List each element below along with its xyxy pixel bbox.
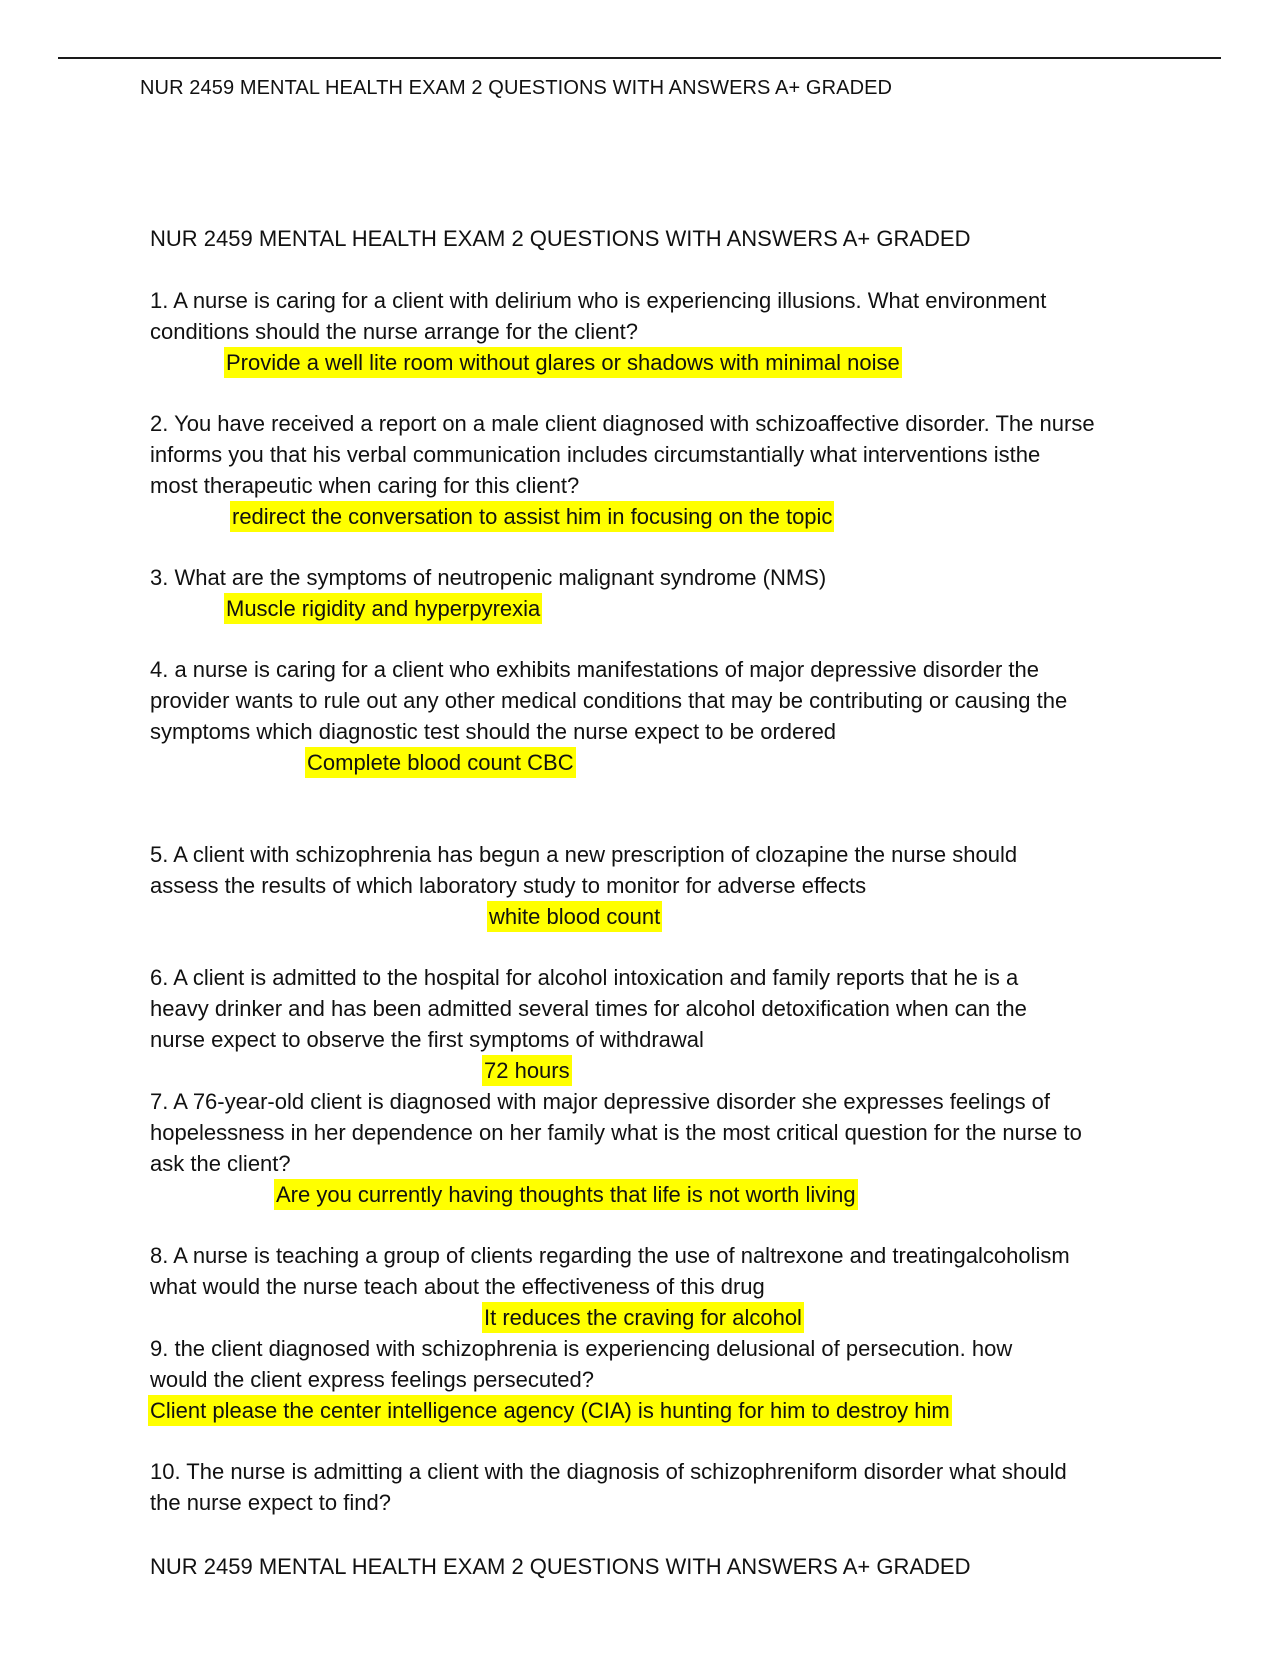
answer-8: It reduces the craving for alcohol [482, 1302, 804, 1333]
question-line: ask the client? [150, 1151, 291, 1176]
answer-4: Complete blood count CBC [305, 747, 576, 778]
question-line: 2. You have received a report on a male client diagnosed with schizoaffective disorder. The nurse [150, 411, 1095, 436]
question-2 [150, 408, 1150, 501]
question-8 [150, 1240, 1150, 1302]
question-7 [150, 1086, 1150, 1179]
question-line: assess the results of which laboratory study to monitor for adverse effects [150, 873, 867, 898]
question-line: hopelessness in her dependence on her family what is the most critical question for the nurse to [150, 1120, 1082, 1145]
question-line: 6. A client is admitted to the hospital for alcohol intoxication and family reports that he is a [150, 965, 1019, 990]
answer-5: white blood count [487, 901, 662, 932]
running-header: NUR 2459 MENTAL HEALTH EXAM 2 QUESTIONS WITH ANSWERS A+ GRADED [140, 77, 893, 99]
question-line: the nurse expect to find? [150, 1490, 391, 1515]
question-3 [150, 562, 1150, 593]
answer-2: redirect the conversation to assist him in focusing on the topic [230, 501, 834, 532]
footer-title: NUR 2459 MENTAL HEALTH EXAM 2 QUESTIONS WITH ANSWERS A+ GRADED [150, 1554, 971, 1579]
question-line: most therapeutic when caring for this client? [150, 473, 580, 498]
question-line: nurse expect to observe the first symptoms of withdrawal [150, 1027, 704, 1052]
question-9 [150, 1333, 1150, 1395]
question-line: 9. the client diagnosed with schizophrenia is experiencing delusional of persecution. how [150, 1336, 1013, 1361]
answer-7: Are you currently having thoughts that life is not worth living [274, 1179, 858, 1210]
answer-6: 72 hours [482, 1055, 572, 1086]
question-line: heavy drinker and has been admitted several times for alcohol detoxification when can the [150, 996, 1027, 1021]
question-line: conditions should the nurse arrange for the client? [150, 319, 638, 344]
question-1 [150, 285, 1150, 347]
header-rule [58, 57, 1221, 59]
question-line: provider wants to rule out any other medical conditions that may be contributing or causing the [150, 688, 1068, 713]
document-title: NUR 2459 MENTAL HEALTH EXAM 2 QUESTIONS WITH ANSWERS A+ GRADED [150, 226, 971, 251]
question-line: 3. What are the symptoms of neutropenic malignant syndrome (NMS) [150, 565, 827, 590]
question-5 [150, 839, 1150, 901]
answer-1: Provide a well lite room without glares or shadows with minimal noise [224, 347, 902, 378]
question-line: 1. A nurse is caring for a client with delirium who is experiencing illusions. What environment [150, 288, 1047, 313]
question-line: informs you that his verbal communication includes circumstantially what interventions isthe [150, 442, 1041, 467]
question-line: 10. The nurse is admitting a client with the diagnosis of schizophreniform disorder what should [150, 1459, 1067, 1484]
question-10 [150, 1456, 1150, 1518]
question-line: 7. A 76-year-old client is diagnosed with major depressive disorder she expresses feelings of [150, 1089, 1051, 1114]
question-line: 4. a nurse is caring for a client who exhibits manifestations of major depressive disorder the [150, 657, 1039, 682]
answer-9: Client please the center intelligence agency (CIA) is hunting for him to destroy him [148, 1395, 952, 1426]
question-line: 5. A client with schizophrenia has begun a new prescription of clozapine the nurse should [150, 842, 1018, 867]
question-6 [150, 962, 1150, 1055]
question-line: 8. A nurse is teaching a group of clients regarding the use of naltrexone and treatingalcoholism [150, 1243, 1070, 1268]
answer-3: Muscle rigidity and hyperpyrexia [224, 593, 542, 624]
question-line: symptoms which diagnostic test should the nurse expect to be ordered [150, 719, 837, 744]
question-line: what would the nurse teach about the effectiveness of this drug [150, 1274, 765, 1299]
question-4 [150, 654, 1150, 747]
question-line: would the client express feelings persecuted? [150, 1367, 594, 1392]
